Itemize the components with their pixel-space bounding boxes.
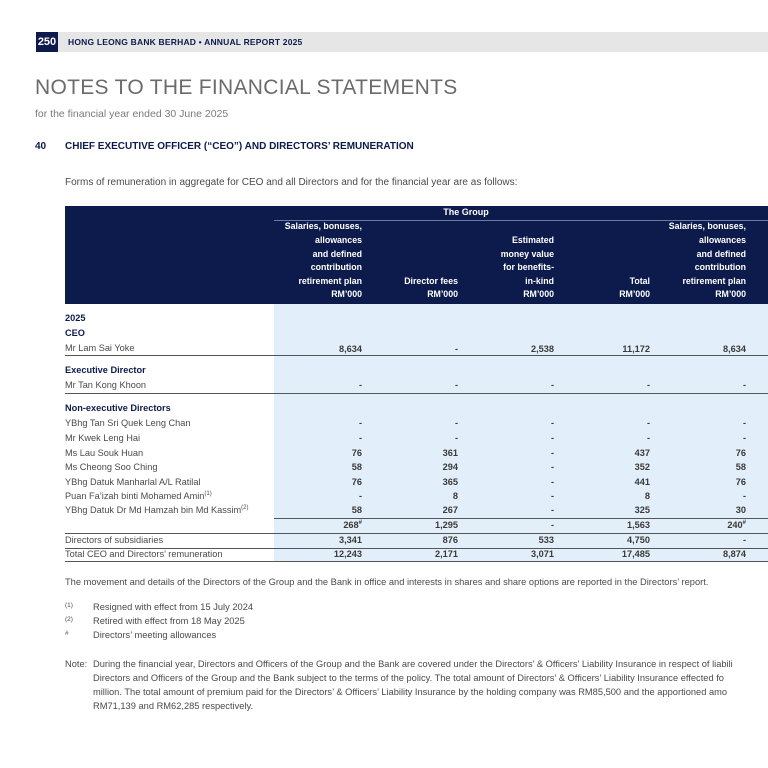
page-title: NOTES TO THE FINANCIAL STATEMENTS <box>35 76 458 99</box>
intro-text: Forms of remuneration in aggregate for CEO and all Directors and for the financial year are as follows: <box>65 177 518 188</box>
subtotal-value: 240 <box>727 520 743 531</box>
cell: 8,634 <box>339 344 362 354</box>
cell: 8 <box>452 491 458 501</box>
column-header-salaries: Salaries, bonuses, allowances and defined contribution retirement plan RM’000 <box>284 221 362 300</box>
cell: - <box>550 418 554 428</box>
page-number: 250 <box>36 32 58 52</box>
subtotal-cell: 1,295 <box>435 520 458 530</box>
footnote-mark: (2) <box>65 616 73 623</box>
note-line: million. The total amount of premium paid for the Directors’ & Officers’ Liability Insurance by the holding company was RM85,500 and the apportioned amo <box>93 687 728 697</box>
running-title: HONG LEONG BANK BERHAD • ANNUAL REPORT 2025 <box>68 37 303 47</box>
subtotal-cell <box>656 520 746 530</box>
cell: 76 <box>735 477 746 487</box>
cell: - <box>550 477 554 487</box>
cell: 325 <box>634 505 650 515</box>
cell: 294 <box>442 462 458 472</box>
cell: - <box>454 418 458 428</box>
cell: 76 <box>351 477 362 487</box>
nonexec-name: YBhg Datuk Dr Md Hamzah bin Md Kassim <box>65 505 242 516</box>
footnote-text: Resigned with effect from 15 July 2024 <box>93 602 254 612</box>
column-header-director-fees: Director fees RM’000 <box>404 275 458 300</box>
section-title: CHIEF EXECUTIVE OFFICER (“CEO”) AND DIRECTORS’ REMUNERATION <box>65 141 414 152</box>
footnote-ref: (1) <box>204 491 212 497</box>
cell: - <box>550 491 554 501</box>
cell: - <box>550 448 554 458</box>
ceo-name: Mr Lam Sai Yoke <box>65 343 135 353</box>
cell: - <box>358 418 362 428</box>
year-heading: 2025 <box>65 313 86 323</box>
cell: 437 <box>634 448 650 458</box>
cell: 58 <box>735 462 746 472</box>
cell: 8 <box>644 491 650 501</box>
footnote-text: Directors’ meeting allowances <box>93 630 217 640</box>
cell: - <box>550 462 554 472</box>
total-cell: 17,485 <box>621 549 650 559</box>
footnote-mark: # <box>65 630 69 637</box>
footnote-ref: (2) <box>241 505 249 511</box>
cell: - <box>454 433 458 443</box>
row-rule <box>65 355 768 356</box>
nonexec-name: Puan Fa’izah binti Mohamed Amin <box>65 491 205 502</box>
subtotal-cell <box>274 520 362 530</box>
cell: - <box>358 380 362 390</box>
nonexec-name-puan <box>65 491 212 501</box>
cell: 76 <box>735 448 746 458</box>
page-subtitle: for the financial year ended 30 June 2025 <box>35 108 229 120</box>
exec-heading: Executive Director <box>65 365 146 375</box>
movement-paragraph: The movement and details of the Directors of the Group and the Bank in office and interests in shares and share options are reported in the Directors’ report. <box>65 577 709 587</box>
column-header-benefits-in-kind: Estimated money value for benefits- in-kind RM’000 <box>500 235 554 300</box>
total-cell: 3,071 <box>531 549 554 559</box>
column-header-salaries-bank: Salaries, bonuses, allowances and defined contribution retirement plan RM’000 <box>668 221 746 300</box>
cell: - <box>646 433 650 443</box>
cell: - <box>646 380 650 390</box>
cell: 876 <box>442 535 458 545</box>
exec-name: Mr Tan Kong Khoon <box>65 380 147 390</box>
group-header: The Group <box>443 207 489 217</box>
total-cell: 2,171 <box>435 549 458 559</box>
nonexec-name: Ms Cheong Soo Ching <box>65 462 158 472</box>
total-cell: 12,243 <box>333 549 362 559</box>
note-line: During the financial year, Directors and Officers of the Group and the Bank are covered under the Directors’ & Officers’ Liability Insurance in respect of liabili <box>93 659 733 669</box>
cell: - <box>454 344 458 354</box>
cell: 3,341 <box>339 535 362 545</box>
subtotal-rule <box>274 518 768 519</box>
cell: 11,172 <box>622 344 650 354</box>
nonexec-name: YBhg Tan Sri Quek Leng Chan <box>65 418 191 428</box>
cell: - <box>742 535 746 545</box>
cell: 352 <box>634 462 650 472</box>
row-rule <box>65 533 768 534</box>
cell: - <box>742 433 746 443</box>
footnote-mark: (1) <box>65 602 73 609</box>
cell: 267 <box>442 505 458 515</box>
section-number: 40 <box>35 141 47 152</box>
subtotal-cell: - <box>550 520 554 530</box>
cell: - <box>454 380 458 390</box>
cell: 58 <box>351 462 362 472</box>
cell: 8,634 <box>723 344 746 354</box>
cell: 533 <box>538 535 554 545</box>
subsidiaries-label: Directors of subsidiaries <box>65 535 164 545</box>
ceo-heading: CEO <box>65 328 85 338</box>
cell: - <box>646 418 650 428</box>
note-label: Note: <box>65 659 88 669</box>
cell: - <box>742 380 746 390</box>
cell: - <box>358 433 362 443</box>
nonexec-name-hamzah <box>65 505 249 515</box>
row-rule <box>65 393 768 394</box>
nonexec-name: Ms Lau Souk Huan <box>65 448 144 458</box>
total-cell: 8,874 <box>723 549 746 559</box>
cell: 76 <box>351 448 362 458</box>
cell: 365 <box>442 477 458 487</box>
cell: - <box>358 491 362 501</box>
column-header-total: Total RM’000 <box>619 275 650 300</box>
total-label: Total CEO and Directors’ remuneration <box>65 549 223 559</box>
footnote-ref: # <box>742 520 746 526</box>
cell: 58 <box>351 505 362 515</box>
note-line: RM71,139 and RM62,285 respectively. <box>93 701 254 711</box>
note-line: Directors and Officers of the Group and the Bank subject to the terms of the policy. The total amount of Directors’ & Officers’ Liability Insurance effected fo <box>93 673 724 683</box>
cell: 30 <box>735 505 746 515</box>
cell: - <box>742 491 746 501</box>
nonexec-name: Mr Kwek Leng Hai <box>65 433 141 443</box>
subtotal-cell: 1,563 <box>627 520 650 530</box>
cell: - <box>550 433 554 443</box>
cell: - <box>742 418 746 428</box>
cell: 441 <box>634 477 650 487</box>
cell: 4,750 <box>627 535 650 545</box>
nonexec-name: YBhg Datuk Manharlal A/L Ratilal <box>65 477 201 487</box>
footnote-text: Retired with effect from 18 May 2025 <box>93 616 245 626</box>
cell: 2,538 <box>531 344 554 354</box>
total-rule <box>65 561 768 562</box>
cell: - <box>550 380 554 390</box>
nonexec-heading: Non-executive Directors <box>65 403 171 413</box>
cell: 361 <box>442 448 458 458</box>
cell: - <box>550 505 554 515</box>
subtotal-value: 268 <box>343 520 359 531</box>
footnote-ref: # <box>358 520 362 526</box>
